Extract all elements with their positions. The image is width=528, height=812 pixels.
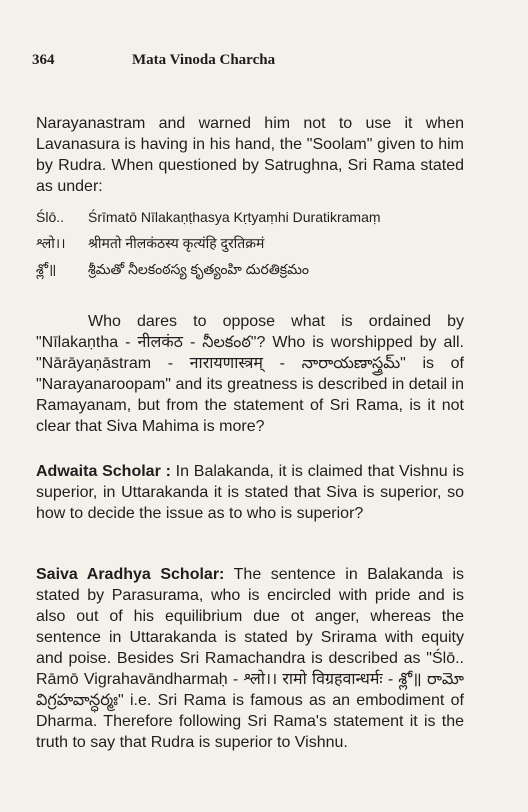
paragraph-text: In Balakanda, it is claimed that Vishnu is superior, in Uttarakanda it is stated that Siva is superior, so how to decide the issue as to who is superior? xyxy=(36,463,465,522)
verse-line-devanagari xyxy=(36,230,466,256)
verse-label: శ్లో॥ xyxy=(36,261,57,277)
running-title: Mata Vinoda Charcha xyxy=(132,52,276,68)
paragraph-adwaita-scholar xyxy=(36,461,464,524)
verse-text: श्रीमतो नीलकंठस्य कृत्यंहि दुरतिक्रमं xyxy=(88,235,265,251)
paragraph-text: Who dares to oppose what is ordained by "Nīlakaṇtha - नीलकंठ - నీలకంఠ"? Who is worshipped by all. "Nārāyaṇāstram - नारायणास्त्रम् - నారాయణాస్త్రమ్" is of "Narayanaroopam" and its greatness is described in detail in Ramayanam, but from the statement of Sri Rama, is it not clear that Siva Mahima is more? xyxy=(36,313,464,435)
speaker-label: Saiva Aradhya Scholar: xyxy=(36,566,225,583)
verse-text: Śrīmatō Nīlakaṇṭhasya Kṛtyaṃhi Duratikramaṃ xyxy=(88,209,381,225)
page-header xyxy=(32,52,498,74)
speaker-label: Adwaita Scholar : xyxy=(36,463,171,480)
paragraph-text: Narayanastram and warned him not to use it when Lavanasura is having in his hand, the "Soolam" given to him by Rudra. When questioned by Satrughna, Sri Rama stated as under: xyxy=(36,115,464,195)
verse-line-roman xyxy=(36,204,466,230)
verse-line-telugu xyxy=(36,256,466,282)
verse-label: श्लो।। xyxy=(36,235,66,251)
paragraph-text: The sentence in Balakanda is stated by Parasurama, who is encircled with pride and is also out of his equilibrium due ot anger, whereas the sentence in Uttarakanda is stated by Srirama with equity and poise. Besides Sri Ramachandra is described as "Ślō.. Rāmō Vigrahavāndharmaḥ - श्लो।। रामो विग्रहवान्धर्मः - శ్లో॥ రామో విగ్రహవాన్ధర్మః" i.e. Sri Rama is famous as an embodiment of Dharma. Therefore following Sri Rama's statement it is the truth to say that Rudra is superior to Vishnu. xyxy=(36,566,464,751)
paragraph-narayanastram xyxy=(36,113,464,197)
sloka-verse xyxy=(36,204,466,282)
page-number: 364 xyxy=(32,52,55,68)
verse-text: శ్రీమతో నీలకంఠస్య కృత్యంహి దురతిక్రమం xyxy=(88,261,309,277)
paragraph-siva-mahima xyxy=(36,311,464,437)
paragraph-saiva-scholar xyxy=(36,564,464,753)
verse-label: Ślō.. xyxy=(36,209,65,225)
